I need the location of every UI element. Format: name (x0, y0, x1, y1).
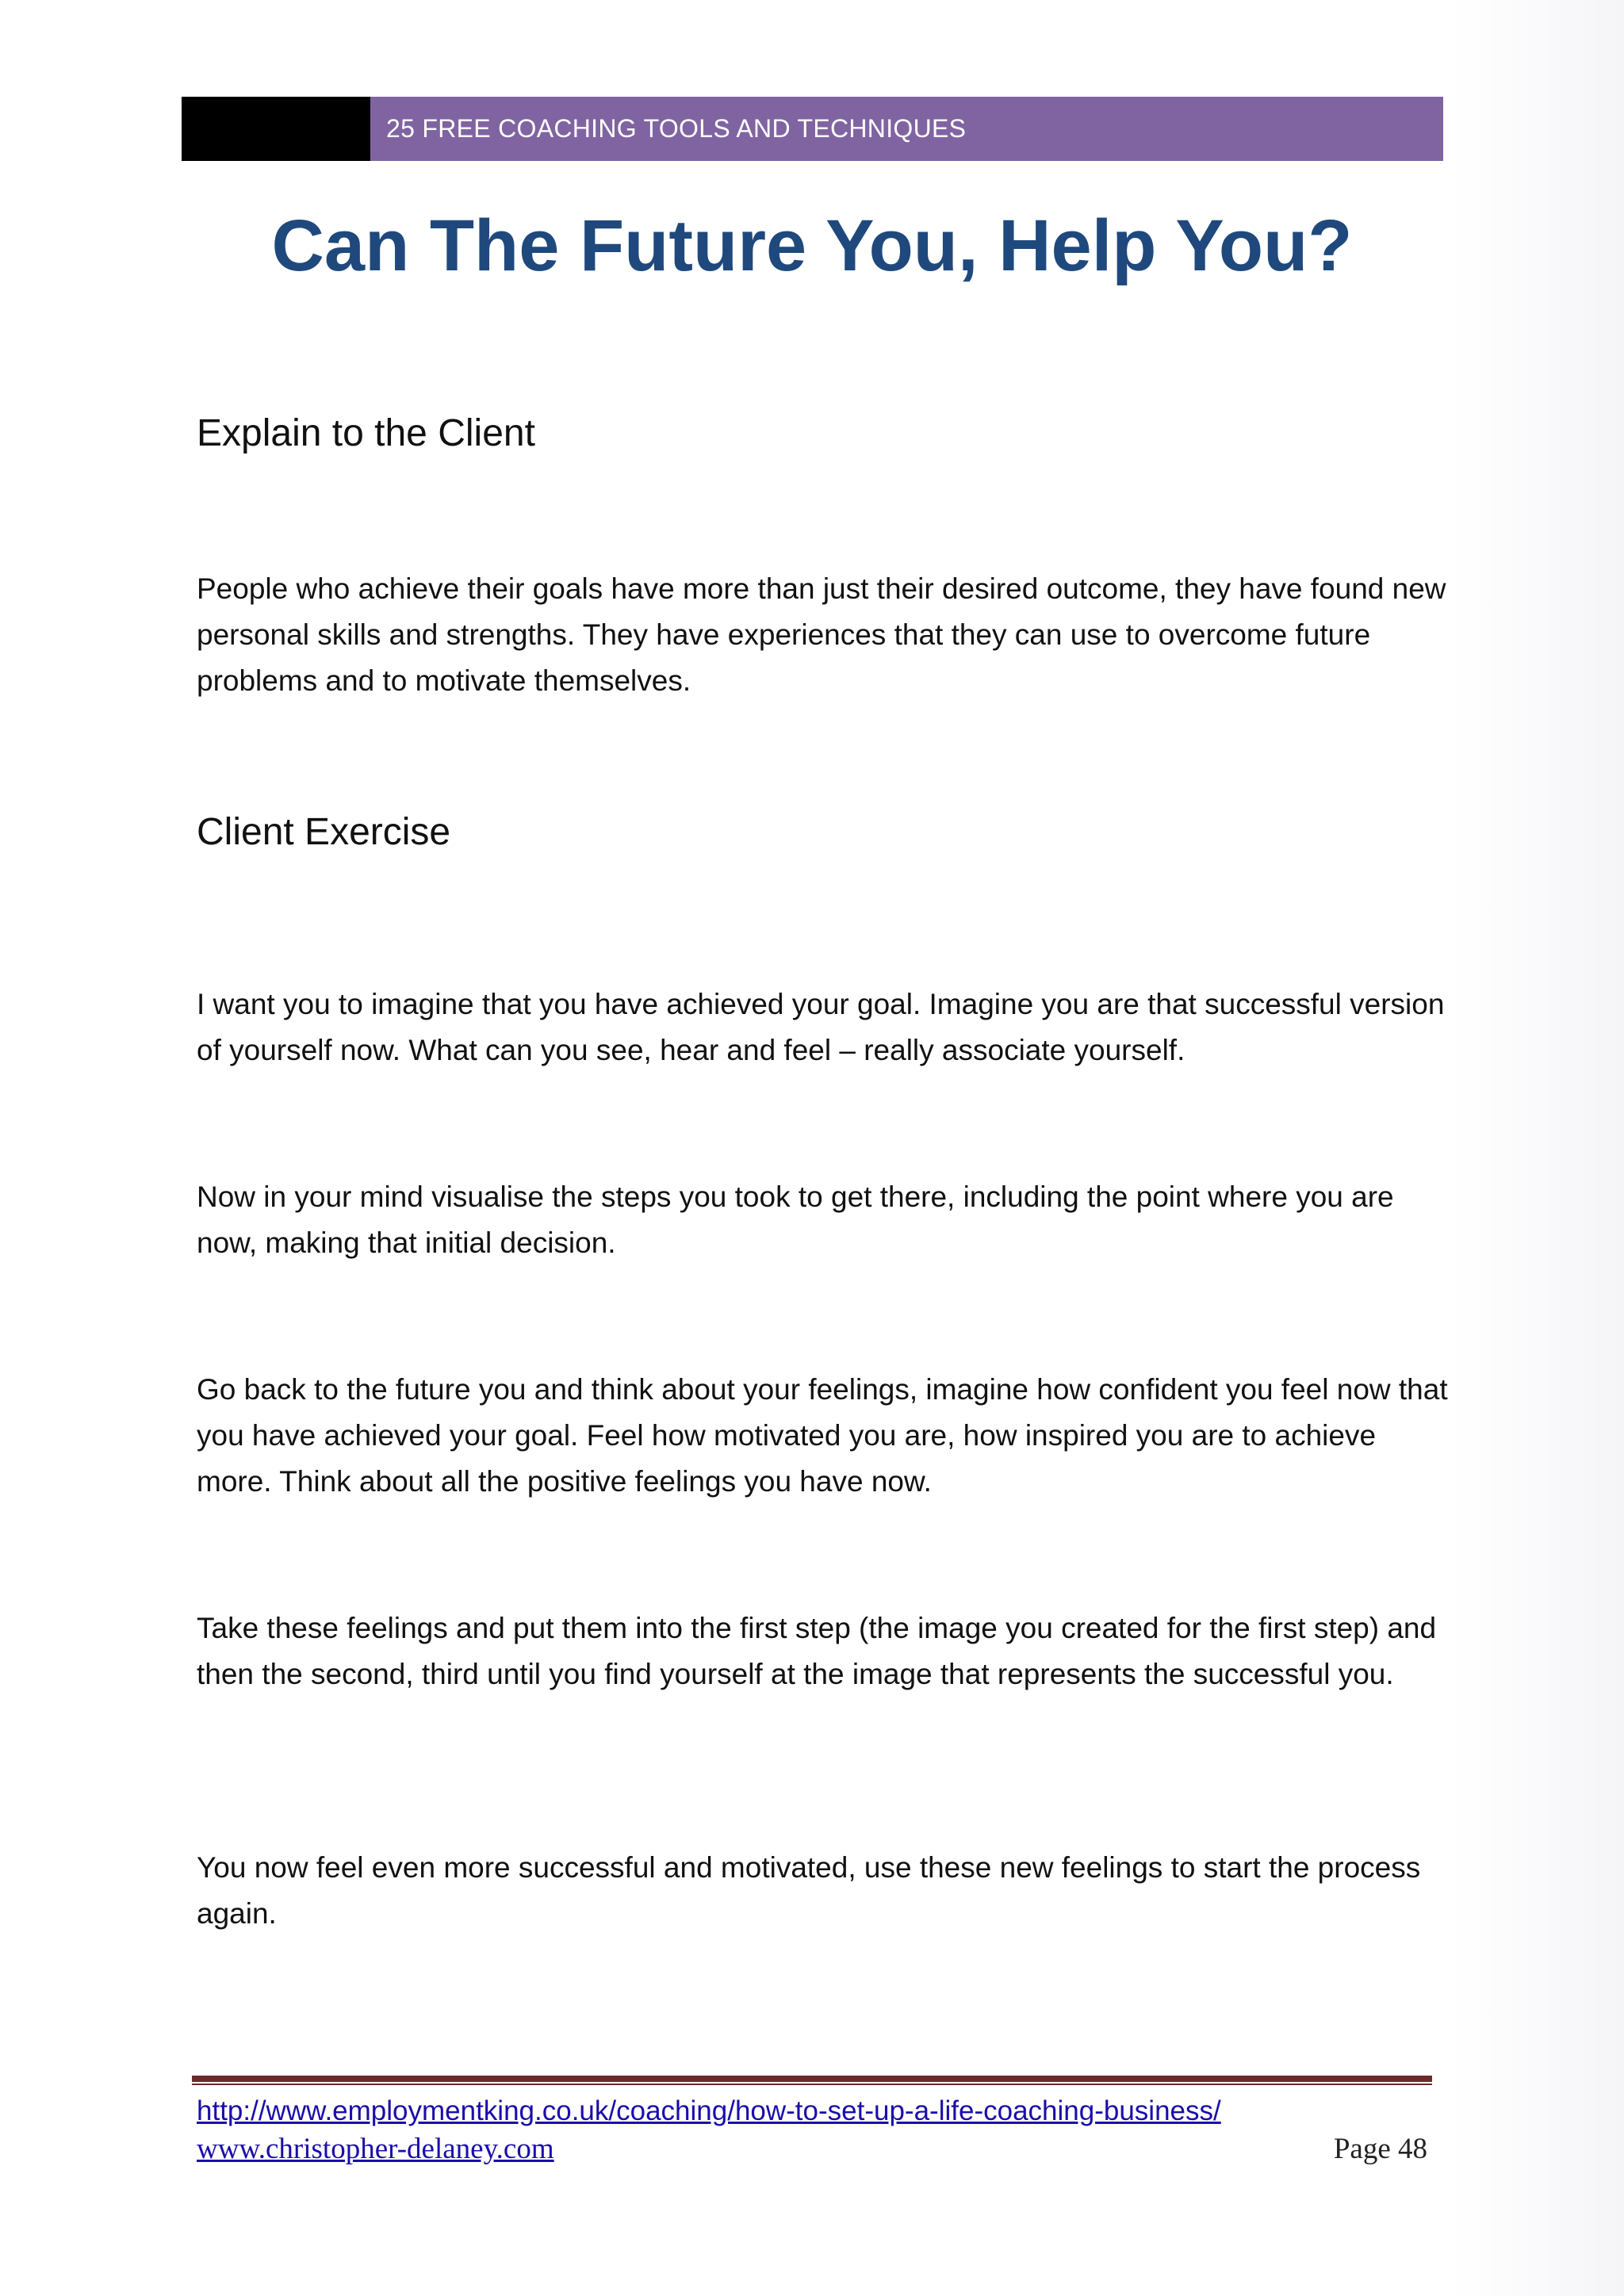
paragraph-exercise-1: I want you to imagine that you have achieved your goal. Imagine you are that successful version of yourself now. What can you see, hear and feel – really associate yourself. (197, 988, 1445, 1066)
paragraph-exercise-3: Go back to the future you and think about your feelings, imagine how confident you feel now that you have achieved your goal. Feel how motivated you are, how inspired you are to achieve more. Think about all the positive feelings you have now. (197, 1373, 1448, 1498)
footer-divider (192, 2076, 1432, 2085)
paragraph-exercise-4: Take these feelings and put them into the first step (the image you created for the first step) and then the second, third until you find yourself at the image that represents the successful you. (197, 1612, 1437, 1690)
header-black-block (182, 97, 370, 161)
section-heading-explain: Explain to the Client (197, 412, 535, 454)
paragraph-exercise-2: Now in your mind visualise the steps you took to get there, including the point where you are now, making that initial decision. (197, 1181, 1394, 1259)
paragraph-exercise-5: You now feel even more successful and motivated, use these new feelings to start the process again. (197, 1851, 1421, 1930)
paragraph-explain-1: People who achieve their goals have more than just their desired outcome, they have found new personal skills and strengths. They have experiences that they can use to overcome future problems and to motivate themselves. (197, 572, 1446, 697)
footer-link-employmentking[interactable]: http://www.employmentking.co.uk/coaching/how-to-set-up-a-life-coaching-business/ (197, 2095, 1221, 2126)
section-heading-exercise: Client Exercise (197, 811, 451, 853)
header-purple-block (370, 97, 1443, 161)
header-title: 25 FREE COACHING TOOLS AND TECHNIQUES (386, 114, 967, 143)
header-bar (182, 97, 1443, 161)
page-title: Can The Future You, Help You? (271, 205, 1353, 286)
page-number: Page 48 (1333, 2133, 1427, 2165)
page-edge-shading (1450, 0, 1624, 2296)
footer-link-christopher-delaney[interactable]: www.christopher-delaney.com (197, 2133, 554, 2165)
